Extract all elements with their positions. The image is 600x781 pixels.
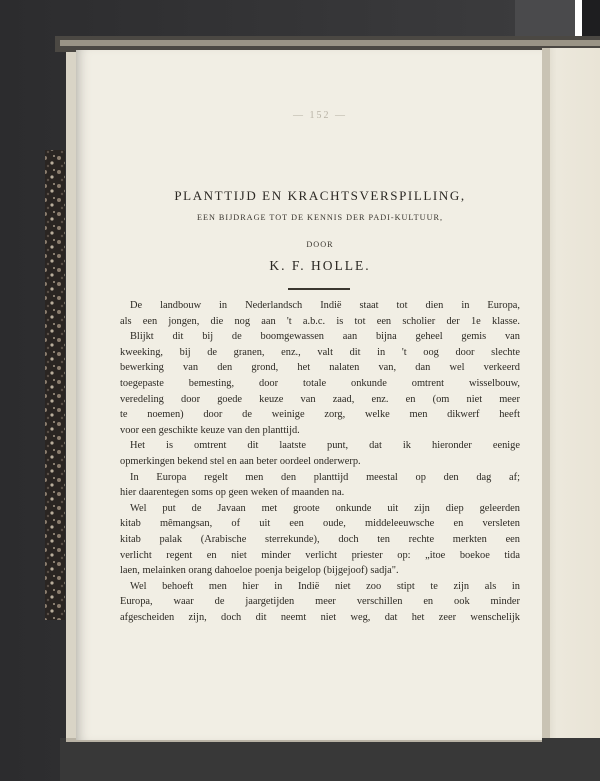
body-line: kitab mêmangsan, of uit een oude, middeleeuwsche en versleten: [120, 518, 520, 530]
facing-page: [542, 48, 600, 738]
body-line: De landbouw in Nederlandsch Indië staat tot dien in Europa,: [130, 300, 520, 311]
body-line: kitab palak (Arabische sterrekunde), doch ten rechte merkten een: [120, 533, 520, 545]
body-line: bewerking van den grond, het nalaten van, dan wel verkeerd: [120, 362, 520, 374]
body-line: Blijkt dit bij de boomgewassen aan bijna geheel gemis van: [130, 331, 520, 343]
body-line: Europa, waar de jaargetijden meer verschillen en ook minder: [120, 596, 520, 608]
body-line: In Europa regelt men den planttijd meestal op den dag af;: [130, 471, 520, 483]
body-line: Wel behoeft men hier in Indië niet zoo stipt te zijn als in: [130, 580, 520, 592]
body-line: kweeking, bij de granen, enz., valt dit in 't oog door slechte: [120, 346, 520, 358]
marbled-edge: [45, 150, 65, 620]
body-line: als een jongen, die nog aan 't a.b.c. is tot een scholier der 1e klasse.: [120, 315, 520, 327]
body-line: voor een geschikte keuze van den planttijd.: [120, 424, 300, 436]
body-line: afgescheiden zijn, doch dit neemt niet weg, dat het zeer wenschelijk: [120, 611, 520, 623]
separator-rule: [288, 288, 350, 290]
article-subtitle: EEN BIJDRAGE TOT DE KENNIS DER PADI-KULTUUR,: [196, 213, 444, 222]
body-line: te noemen) door de weinige zorg, welke men dikwerf heeft: [120, 409, 520, 421]
page-number: — 152 —: [293, 110, 347, 121]
body-line: toegepaste bemesting, door totale onkunde omtrent wisselbouw,: [120, 377, 520, 389]
author-name: K. F. HOLLE.: [269, 258, 371, 273]
body-line: Het is omtrent dit laatste punt, dat ik hieronder eenige: [130, 440, 520, 452]
byline-label: DOOR: [306, 240, 334, 249]
body-line: Wel put de Javaan met groote onkunde uit zijn diep geleerden: [130, 502, 520, 514]
body-line: verlicht regent en niet minder verlicht priester op: „itoe boekoe tida: [120, 549, 520, 561]
article-title: PLANTTIJD EN KRACHTSVERSPILLING,: [174, 188, 466, 203]
body-line: hier daarentegen soms op geen weken of maanden na.: [120, 487, 345, 499]
body-line: opmerkingen bekend stel en aan beter oordeel onderwerp.: [120, 455, 361, 467]
body-line: laen, melainken orang dahoeloe poenja beigelop (bijgejoof) sadja".: [120, 565, 399, 577]
body-line: veredeling door goede keuze van zaad, enz. en (om niet meer: [120, 393, 520, 405]
body-text: [120, 298, 520, 625]
